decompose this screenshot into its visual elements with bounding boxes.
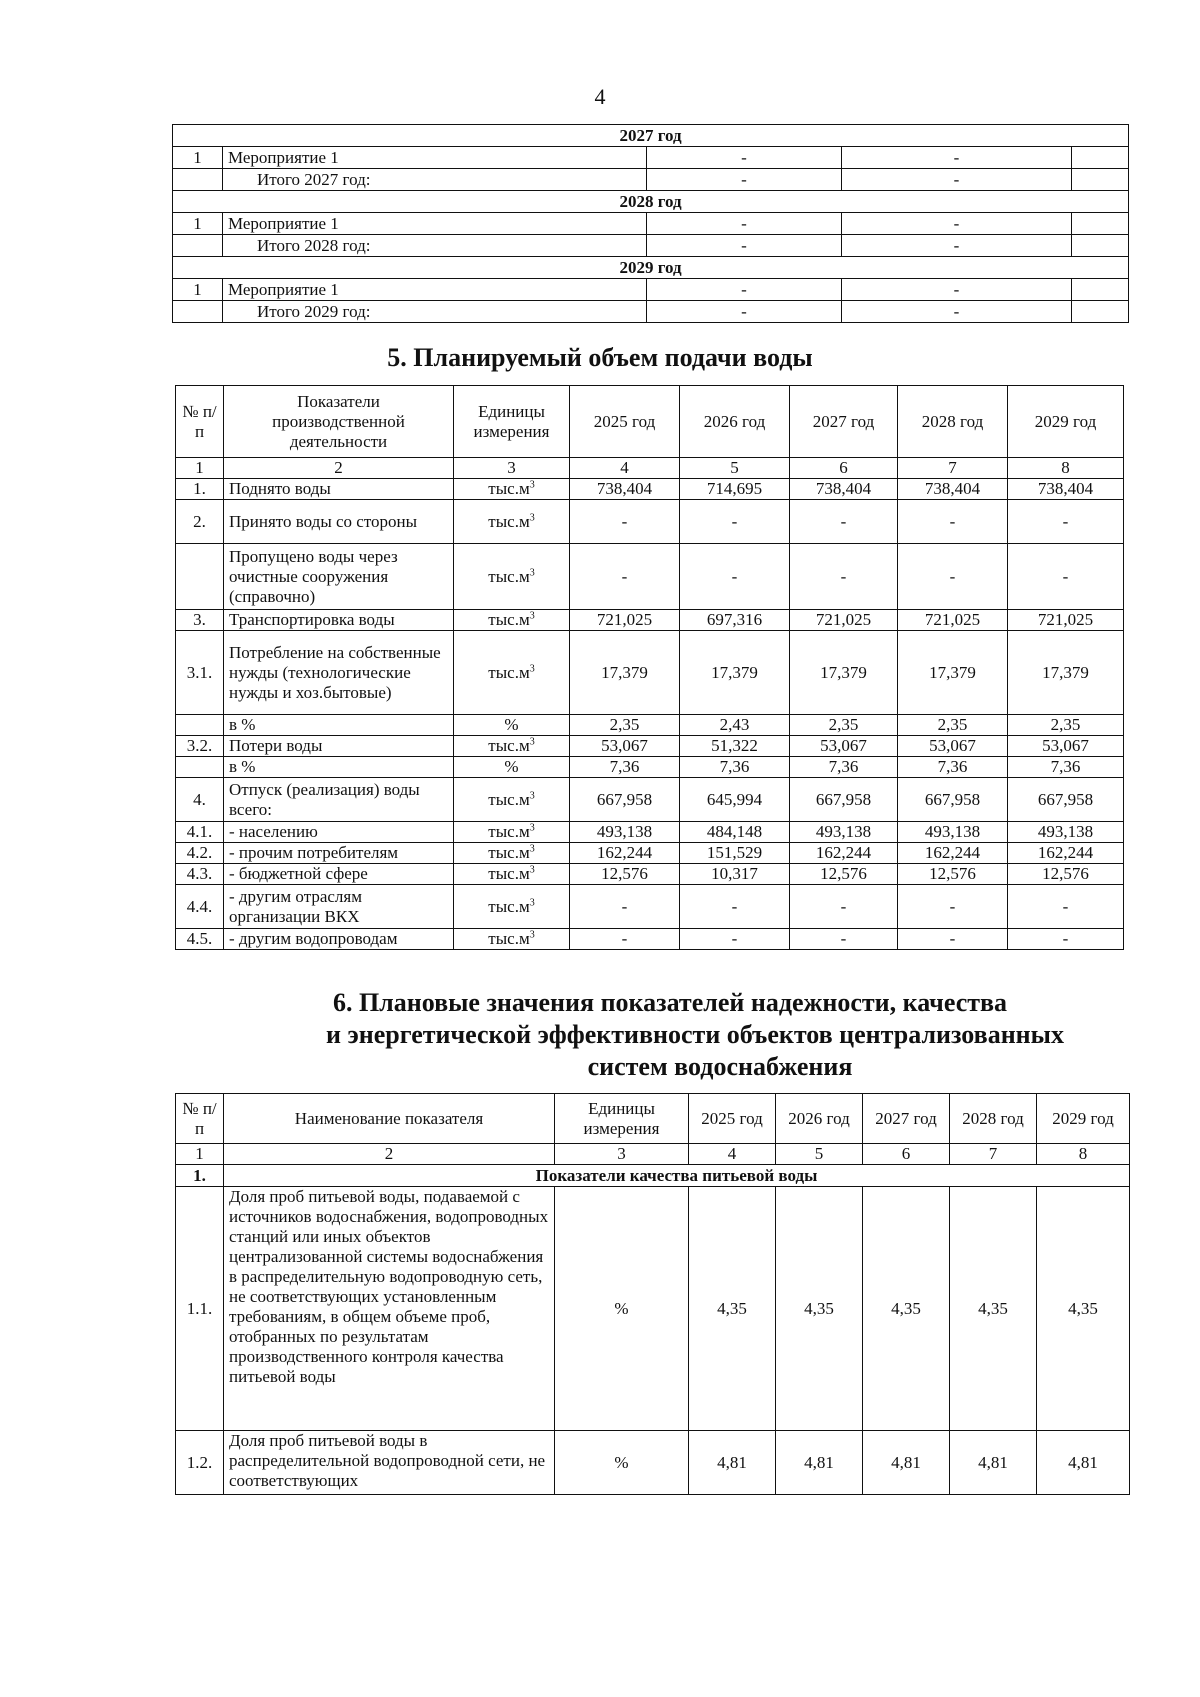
value-cell: 162,244 (898, 843, 1008, 864)
value-cell: 17,379 (898, 631, 1008, 715)
cost-cell: - (647, 235, 842, 257)
unit-superscript: 3 (529, 610, 535, 622)
year-heading: 2029 год (173, 257, 1129, 279)
value-cell: 2,35 (790, 715, 898, 736)
indicator-name: Отпуск (реализация) воды всего: (224, 778, 454, 822)
unit-superscript: 3 (529, 736, 535, 748)
table-row (176, 500, 1124, 544)
value-cell: - (898, 544, 1008, 610)
value-cell: 738,404 (1008, 479, 1124, 500)
year-heading: 2027 год (173, 125, 1129, 147)
value-cell: - (898, 885, 1008, 929)
value-cell: 53,067 (790, 736, 898, 757)
unit-cell: $тыс.м^3$ (454, 610, 570, 631)
row-num: 1 (173, 279, 223, 301)
row-num: 3.1. (176, 631, 224, 715)
row-num (176, 544, 224, 610)
section6-title-line2: и энергетической эффективности объектов централизованных (326, 1020, 1064, 1049)
row-num: 4.2. (176, 843, 224, 864)
column-number: 8 (1037, 1144, 1130, 1165)
value-cell: 17,379 (1008, 631, 1124, 715)
table-row (176, 715, 1124, 736)
row-num: 1 (173, 213, 223, 235)
value-cell: - (790, 500, 898, 544)
value-cell: - (790, 929, 898, 950)
measure-name: Мероприятие 1 (223, 213, 647, 235)
column-number: 1 (176, 1144, 224, 1165)
unit-cell: $тыс.м^3$ (454, 500, 570, 544)
unit-cell: $тыс.м^3$ (454, 885, 570, 929)
column-number: 2 (224, 1144, 555, 1165)
column-number: 6 (863, 1144, 950, 1165)
header-indicator: Показатели производственной деятельности (224, 386, 454, 458)
cost-cell: - (647, 279, 842, 301)
indicator-name: Доля проб питьевой воды, подаваемой с источников водоснабжения, водопроводных станций или иных объектов централизованной системы водоснабжения в распределительную водопроводную сеть, не соответствующих установленным требованиям, в общем объеме проб, отобранных по результатам производственного контроля качества питьевой воды (224, 1187, 555, 1431)
indicator-name: Транспортировка воды (224, 610, 454, 631)
column-number: 3 (454, 458, 570, 479)
table-row (173, 213, 1129, 235)
value-cell: 4,35 (863, 1187, 950, 1431)
unit-superscript: 3 (529, 822, 535, 834)
unit-superscript: 3 (529, 896, 535, 908)
empty-cell (1072, 279, 1129, 301)
header-num: № п/п (176, 386, 224, 458)
value-cell: 53,067 (570, 736, 680, 757)
indicator-name: Пропущено воды через очистные сооружения (справочно) (224, 544, 454, 610)
cost-cell: - (647, 147, 842, 169)
value-cell: 667,958 (570, 778, 680, 822)
value-cell: 738,404 (898, 479, 1008, 500)
row-num: 4.5. (176, 929, 224, 950)
value-cell: 151,529 (680, 843, 790, 864)
section6-title-line3: систем водоснабжения (587, 1052, 853, 1081)
value-cell: 4,81 (689, 1431, 776, 1495)
value-cell: - (1008, 500, 1124, 544)
value-cell: 667,958 (790, 778, 898, 822)
value-cell: 4,35 (776, 1187, 863, 1431)
cost-cell: - (842, 169, 1072, 191)
value-cell: 12,576 (790, 864, 898, 885)
indicator-name: в % (224, 757, 454, 778)
unit-cell: % (454, 757, 570, 778)
header-year: 2028 год (950, 1094, 1037, 1144)
quality-indicators-table (175, 1093, 1130, 1495)
value-cell: 7,36 (790, 757, 898, 778)
header-year: 2025 год (570, 386, 680, 458)
empty-cell (173, 235, 223, 257)
value-cell: 51,322 (680, 736, 790, 757)
cost-cell: - (842, 235, 1072, 257)
header-year: 2027 год (863, 1094, 950, 1144)
header-year: 2026 год (776, 1094, 863, 1144)
unit-cell: $тыс.м^3$ (454, 778, 570, 822)
column-number: 4 (689, 1144, 776, 1165)
column-number: 6 (790, 458, 898, 479)
row-num: 1 (173, 147, 223, 169)
value-cell: 2,43 (680, 715, 790, 736)
water-supply-table (175, 385, 1124, 950)
value-cell: - (898, 929, 1008, 950)
value-cell: 4,35 (1037, 1187, 1130, 1431)
table-row (176, 757, 1124, 778)
value-cell: 738,404 (570, 479, 680, 500)
cost-cell: - (842, 147, 1072, 169)
cost-cell: - (842, 279, 1072, 301)
column-number: 5 (680, 458, 790, 479)
value-cell: 484,148 (680, 822, 790, 843)
value-cell: 714,695 (680, 479, 790, 500)
value-cell: 12,576 (570, 864, 680, 885)
value-cell: 2,35 (570, 715, 680, 736)
cost-cell: - (842, 301, 1072, 323)
section5-title: 5. Планируемый объем подачи воды (387, 343, 813, 372)
indicator-name: Потребление на собственные нужды (технологические нужды и хоз.бытовые) (224, 631, 454, 715)
value-cell: - (1008, 544, 1124, 610)
empty-cell (1072, 169, 1129, 191)
header-year: 2026 год (680, 386, 790, 458)
header-units: Единицы измерения (454, 386, 570, 458)
header-name: Наименование показателя (224, 1094, 555, 1144)
value-cell: - (570, 929, 680, 950)
row-num: 4.4. (176, 885, 224, 929)
value-cell: 17,379 (680, 631, 790, 715)
value-cell: 697,316 (680, 610, 790, 631)
column-number: 4 (570, 458, 680, 479)
value-cell: 4,35 (950, 1187, 1037, 1431)
header-year: 2029 год (1008, 386, 1124, 458)
row-num: 1.1. (176, 1187, 224, 1431)
header-num: № п/п (176, 1094, 224, 1144)
value-cell: 493,138 (790, 822, 898, 843)
empty-cell (1072, 147, 1129, 169)
unit-cell: % (454, 715, 570, 736)
empty-cell (173, 301, 223, 323)
row-num (176, 757, 224, 778)
table-row (176, 778, 1124, 822)
value-cell: 4,81 (950, 1431, 1037, 1495)
total-label: Итого 2027 год: (223, 169, 647, 191)
measure-name: Мероприятие 1 (223, 147, 647, 169)
indicator-name: в % (224, 715, 454, 736)
row-num: 4.3. (176, 864, 224, 885)
unit-superscript: 3 (529, 662, 535, 674)
year-heading-row (173, 125, 1129, 147)
value-cell: 645,994 (680, 778, 790, 822)
table-row (176, 736, 1124, 757)
value-cell: 53,067 (898, 736, 1008, 757)
cost-cell: - (647, 213, 842, 235)
row-num: 1. (176, 479, 224, 500)
value-cell: - (680, 500, 790, 544)
table-row (173, 147, 1129, 169)
table-row (176, 929, 1124, 950)
header-year: 2029 год (1037, 1094, 1130, 1144)
row-num: 3.2. (176, 736, 224, 757)
table-row (176, 631, 1124, 715)
value-cell: 162,244 (570, 843, 680, 864)
indicator-name: - прочим потребителям (224, 843, 454, 864)
unit-cell: $тыс.м^3$ (454, 736, 570, 757)
group-num: 1. (176, 1165, 224, 1187)
empty-cell (1072, 235, 1129, 257)
unit-superscript: 3 (529, 929, 535, 941)
value-cell: 7,36 (680, 757, 790, 778)
value-cell: - (570, 885, 680, 929)
value-cell: 721,025 (1008, 610, 1124, 631)
value-cell: 7,36 (570, 757, 680, 778)
column-number: 7 (950, 1144, 1037, 1165)
value-cell: 738,404 (790, 479, 898, 500)
value-cell: 493,138 (570, 822, 680, 843)
value-cell: - (680, 885, 790, 929)
value-cell: 10,317 (680, 864, 790, 885)
total-row (173, 169, 1129, 191)
column-number: 8 (1008, 458, 1124, 479)
empty-cell (1072, 301, 1129, 323)
value-cell: - (1008, 929, 1124, 950)
value-cell: 493,138 (1008, 822, 1124, 843)
year-heading-row (173, 257, 1129, 279)
column-number: 1 (176, 458, 224, 479)
unit-superscript: 3 (529, 843, 535, 855)
total-row (173, 301, 1129, 323)
row-num: 2. (176, 500, 224, 544)
value-cell: 721,025 (790, 610, 898, 631)
header-year: 2027 год (790, 386, 898, 458)
indicator-name: Потери воды (224, 736, 454, 757)
empty-cell (1072, 213, 1129, 235)
value-cell: 7,36 (1008, 757, 1124, 778)
table-row (176, 479, 1124, 500)
unit-superscript: 3 (529, 566, 535, 578)
table-row (176, 864, 1124, 885)
table-row (176, 843, 1124, 864)
cost-cell: - (647, 301, 842, 323)
value-cell: 721,025 (898, 610, 1008, 631)
value-cell: 667,958 (1008, 778, 1124, 822)
indicator-name: - бюджетной сфере (224, 864, 454, 885)
indicator-name: - другим водопроводам (224, 929, 454, 950)
header-year: 2028 год (898, 386, 1008, 458)
group-title: Показатели качества питьевой воды (224, 1165, 1130, 1187)
header-year: 2025 год (689, 1094, 776, 1144)
value-cell: 4,81 (1037, 1431, 1130, 1495)
value-cell: 4,81 (863, 1431, 950, 1495)
value-cell: 12,576 (898, 864, 1008, 885)
unit-superscript: 3 (529, 789, 535, 801)
unit-cell: % (555, 1431, 689, 1495)
value-cell: - (570, 500, 680, 544)
unit-cell: $тыс.м^3$ (454, 864, 570, 885)
cost-cell: - (842, 213, 1072, 235)
section6-title-line1: 6. Плановые значения показателей надежности, качества (332, 988, 1008, 1017)
header-units: Единицы измерения (555, 1094, 689, 1144)
value-cell: 17,379 (570, 631, 680, 715)
unit-cell: $тыс.м^3$ (454, 544, 570, 610)
row-num (176, 715, 224, 736)
value-cell: 7,36 (898, 757, 1008, 778)
unit-superscript: 3 (529, 511, 535, 523)
cost-cell: - (647, 169, 842, 191)
row-num: 4.1. (176, 822, 224, 843)
value-cell: 17,379 (790, 631, 898, 715)
table-row (176, 1431, 1130, 1495)
value-cell: 162,244 (1008, 843, 1124, 864)
indicator-name: Доля проб питьевой воды в распределительной водопроводной сети, не соответствующих (224, 1431, 555, 1495)
value-cell: - (680, 544, 790, 610)
table-row (176, 1187, 1130, 1431)
value-cell: 4,81 (776, 1431, 863, 1495)
row-num: 4. (176, 778, 224, 822)
value-cell: 2,35 (1008, 715, 1124, 736)
value-cell: 493,138 (898, 822, 1008, 843)
measures-table (172, 124, 1129, 323)
indicator-name: Принято воды со стороны (224, 500, 454, 544)
value-cell: 162,244 (790, 843, 898, 864)
value-cell: - (680, 929, 790, 950)
value-cell: - (790, 885, 898, 929)
column-number: 2 (224, 458, 454, 479)
empty-cell (173, 169, 223, 191)
value-cell: 53,067 (1008, 736, 1124, 757)
value-cell: - (570, 544, 680, 610)
total-label: Итого 2028 год: (223, 235, 647, 257)
total-label: Итого 2029 год: (223, 301, 647, 323)
indicator-name: Поднято воды (224, 479, 454, 500)
year-heading-row (173, 191, 1129, 213)
unit-superscript: 3 (529, 479, 535, 491)
column-number: 5 (776, 1144, 863, 1165)
unit-superscript: 3 (529, 864, 535, 876)
measure-name: Мероприятие 1 (223, 279, 647, 301)
value-cell: - (790, 544, 898, 610)
value-cell: 2,35 (898, 715, 1008, 736)
unit-cell: $тыс.м^3$ (454, 631, 570, 715)
unit-cell: $тыс.м^3$ (454, 479, 570, 500)
value-cell: 667,958 (898, 778, 1008, 822)
indicator-name: - другим отраслям организации ВКХ (224, 885, 454, 929)
unit-cell: $тыс.м^3$ (454, 843, 570, 864)
column-number: 3 (555, 1144, 689, 1165)
unit-cell: $тыс.м^3$ (454, 822, 570, 843)
value-cell: 12,576 (1008, 864, 1124, 885)
value-cell: 4,35 (689, 1187, 776, 1431)
year-heading: 2028 год (173, 191, 1129, 213)
table-row (173, 279, 1129, 301)
value-cell: - (898, 500, 1008, 544)
indicator-name: - населению (224, 822, 454, 843)
table-row (176, 822, 1124, 843)
table-row (176, 885, 1124, 929)
page-number: 4 (594, 84, 606, 109)
column-number: 7 (898, 458, 1008, 479)
row-num: 1.2. (176, 1431, 224, 1495)
table-row (176, 610, 1124, 631)
value-cell: 721,025 (570, 610, 680, 631)
value-cell: - (1008, 885, 1124, 929)
table-row (176, 544, 1124, 610)
unit-cell: $тыс.м^3$ (454, 929, 570, 950)
row-num: 3. (176, 610, 224, 631)
unit-cell: % (555, 1187, 689, 1431)
total-row (173, 235, 1129, 257)
